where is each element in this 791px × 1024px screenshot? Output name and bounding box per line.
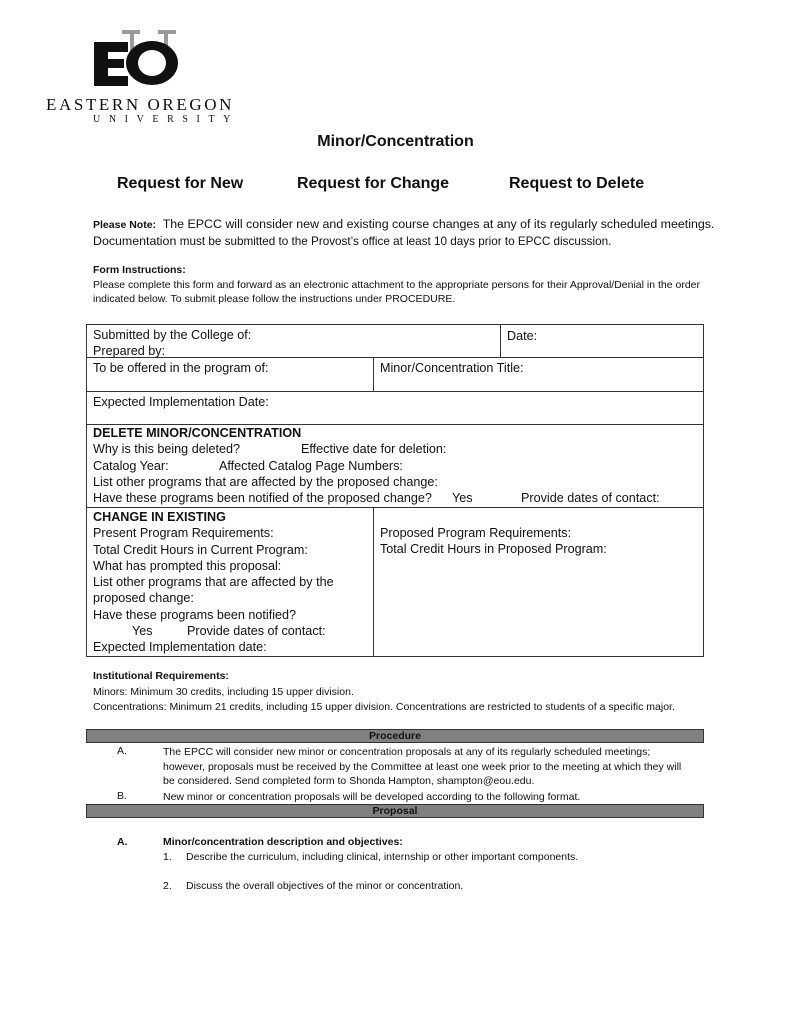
list-other-1[interactable]: List other programs that are affected by the xyxy=(93,575,334,590)
submitted-by-label: Submitted by the College of: xyxy=(93,328,252,342)
effective-date-field[interactable]: Effective date for deletion: xyxy=(301,442,447,457)
change-notified-label: Have these programs been notified? xyxy=(93,607,297,622)
programs-notified-label: Have these programs been notified of the proposed change? xyxy=(93,491,432,506)
change-expected-date-field[interactable]: Expected Implementation date: xyxy=(93,640,267,655)
total-current-field[interactable]: Total Credit Hours in Current Program: xyxy=(93,542,308,557)
procedure-a-text xyxy=(163,745,703,789)
procedure-heading: Procedure xyxy=(86,729,704,743)
delete-heading: DELETE MINOR/CONCENTRATION xyxy=(93,426,302,440)
institutional-title: Institutional Requirements: xyxy=(93,670,229,682)
change-dates-contact-field[interactable]: Provide dates of contact: xyxy=(187,624,326,639)
request-change-option[interactable]: Request for Change xyxy=(297,175,450,192)
proposal-heading: Proposal xyxy=(86,804,704,818)
notified-yes-option[interactable]: Yes xyxy=(452,491,473,506)
why-deleted-field[interactable]: Why is this being deleted? xyxy=(93,442,241,457)
procedure-b-text: New minor or concentration proposals will be developed according to the following format. xyxy=(163,791,581,803)
prompted-field[interactable]: What has prompted this proposal: xyxy=(93,558,282,573)
proposed-req-field[interactable]: Proposed Program Requirements: xyxy=(380,526,572,540)
delete-section xyxy=(87,425,703,508)
change-notified-yes-option[interactable]: Yes xyxy=(132,624,153,639)
form-row-expected-date xyxy=(87,392,703,425)
institutional-text xyxy=(93,685,675,714)
date-field[interactable]: Date: xyxy=(507,329,538,343)
form-row-submitted xyxy=(87,325,703,358)
present-req-field[interactable]: Present Program Requirements: xyxy=(93,526,274,541)
dates-contact-field[interactable]: Provide dates of contact: xyxy=(521,491,660,506)
concentrations-requirement: Concentrations: Minimum 21 credits, including 15 upper division. Concentrations are restricted to students of a specific major. xyxy=(93,700,675,713)
list-other-2: proposed change: xyxy=(93,591,194,606)
procedure-b-letter: B. xyxy=(117,790,127,802)
logo-eastern-oregon: EASTERN OREGON xyxy=(46,95,234,114)
request-new-option[interactable]: Request for New xyxy=(117,175,244,192)
page-title: Minor/Concentration xyxy=(317,133,474,150)
list-other-programs-field[interactable]: List other programs that are affected by the proposed change: xyxy=(93,474,438,489)
total-proposed-field[interactable]: Total Credit Hours in Proposed Program: xyxy=(380,542,607,557)
procedure-a-line-2: however, proposals must be received by the Committee at least one week prior to the meeting at which they will xyxy=(163,760,682,773)
procedure-a-letter: A. xyxy=(117,745,127,757)
procedure-a-line-1: The EPCC will consider new minor or concentration proposals at any of its regularly scheduled meetings; xyxy=(163,746,651,758)
form-instructions-text: Please complete this form and forward as an electronic attachment to the appropriate persons for their Approval/Denial in the order indicated below. To submit please follow the instructions under PROCEDURE. xyxy=(93,279,700,305)
change-heading: CHANGE IN EXISTING xyxy=(93,510,226,524)
university-logo xyxy=(88,30,188,92)
proposal-a-letter: A. xyxy=(117,836,128,848)
proposal-item-1-text: Describe the curriculum, including clinical, internship or other important components. xyxy=(186,851,579,863)
procedure-a-line-3: be considered. Send completed form to Shonda Hampton, shampton@eou.edu. xyxy=(163,775,535,787)
catalog-year-field[interactable]: Catalog Year: xyxy=(93,458,169,473)
proposal-item-2-num: 2. xyxy=(163,880,172,892)
submitted-by-field[interactable] xyxy=(87,326,257,361)
form-row-program xyxy=(87,358,703,392)
please-note xyxy=(93,216,733,250)
note-text-2b: must be submitted to the Provost’s office at least 10 days prior to EPCC discussion. xyxy=(179,235,612,248)
proposal-item-1-num: 1. xyxy=(163,851,172,863)
proposal-a-title: Minor/concentration description and objectives: xyxy=(163,836,403,848)
offered-in-field[interactable]: To be offered in the program of: xyxy=(93,361,269,375)
logo-university: UNIVERSITY xyxy=(93,114,239,125)
expected-date-field[interactable]: Expected Implementation Date: xyxy=(93,395,269,409)
note-text-1: The EPCC will consider new and existing course changes at any of its regularly scheduled meetings. xyxy=(162,217,715,231)
request-form-table xyxy=(86,324,704,657)
prepared-by-label: Prepared by: xyxy=(93,344,166,359)
form-instructions-title: Form Instructions: xyxy=(93,264,186,276)
note-text-2a: Documentation xyxy=(93,234,177,248)
proposal-item-2-text: Discuss the overall objectives of the minor or concentration. xyxy=(186,880,464,892)
change-section xyxy=(87,508,703,656)
eou-logo-mark-icon xyxy=(88,30,188,92)
minors-requirement: Minors: Minimum 30 credits, including 15 upper division. xyxy=(93,686,354,698)
request-delete-option[interactable]: Request to Delete xyxy=(509,175,645,192)
note-label: Please Note: xyxy=(93,219,157,231)
affected-pages-field[interactable]: Affected Catalog Page Numbers: xyxy=(219,458,403,473)
minor-title-field[interactable]: Minor/Concentration Title: xyxy=(380,361,524,375)
